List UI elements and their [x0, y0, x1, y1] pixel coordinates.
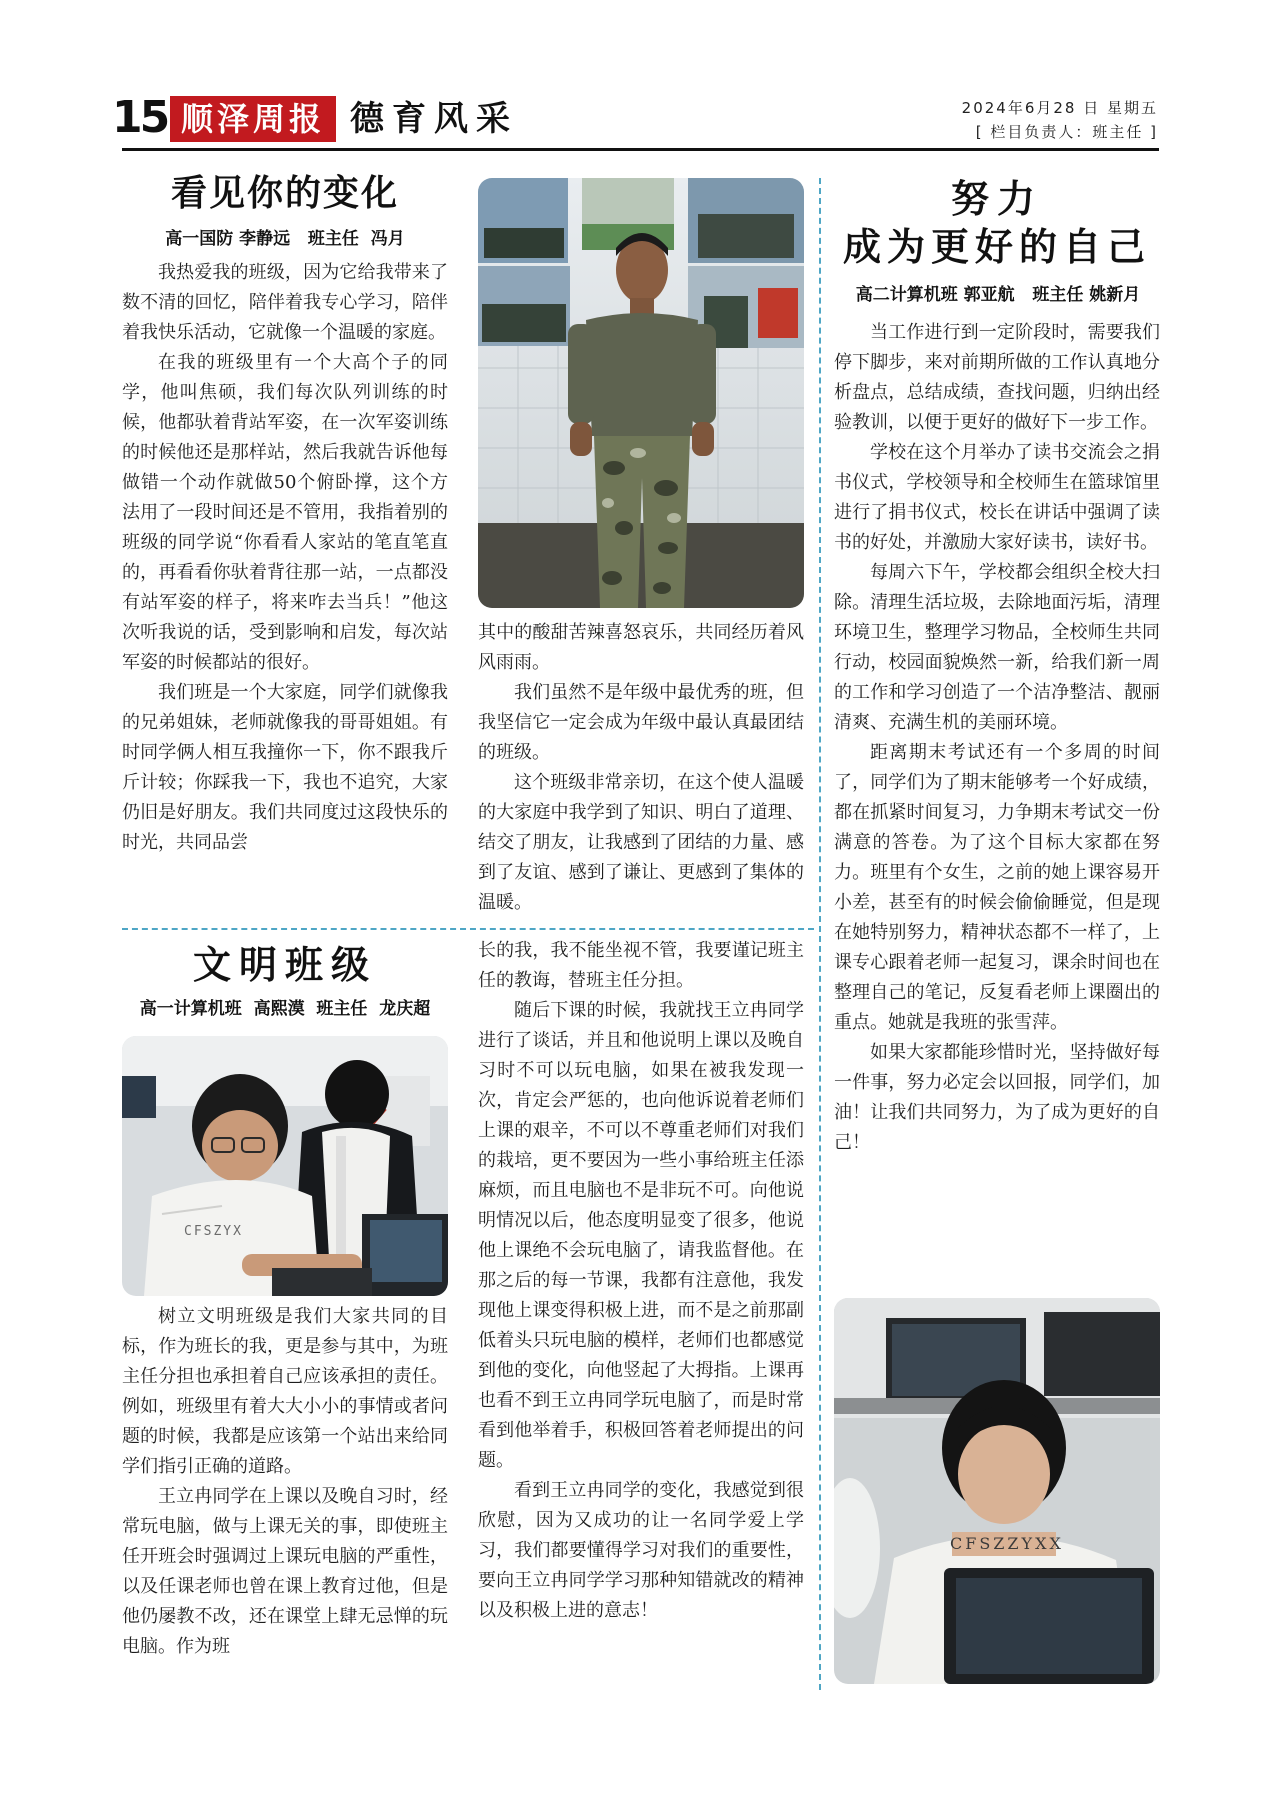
article1-paragraph: 我们班是一个大家庭，同学们就像我的兄弟姐妹，老师就像我的哥哥姐姐。有时同学俩人相互我撞你一下，你不跟我斤斤计较；你踩我一下，我也不追究，大家仍旧是好朋友。我们共同度过这段快乐的时光，共同品尝 — [122, 682, 448, 853]
article2-byline: 高一计算机班 高熙漠 班主任 龙庆超 — [139, 999, 431, 1019]
article1-paragraph: 这个班级非常亲切，在这个使人温暖的大家庭中我学到了知识、明白了道理、结交了朋友，让我感到了团结的力量、感到了友谊、感到了谦让、更感到了集体的温暖。 — [478, 772, 804, 913]
article1-photo-student-collage — [478, 178, 804, 608]
masthead-logo: 顺泽周报 — [170, 96, 336, 142]
article1-paragraph: 我们虽然不是年级中最优秀的班，但我坚信它一定会成为年级中最认真最团结的班级。 — [478, 682, 804, 763]
article3-paragraph: 距离期末考试还有一个多周的时间了，同学们为了期末能够考一个好成绩，都在抓紧时间复习，力争期末考试交一份满意的答卷。为了这个目标大家都在努力。班里有个女生，之前的她上课容易开小差，甚至有的时候会偷偷睡觉，但是现在她特别努力，精神状态都不一样了，上课专心跟着老师一起复习，课余时间也在整理自己的笔记，反复看老师上课圈出的重点。她就是我班的张雪萍。 — [834, 742, 1160, 1033]
article2-title: 文明班级 — [192, 943, 377, 987]
article3-paragraph: 每周六下午，学校都会组织全校大扫除。清理生活垃圾，去除地面污垢，清理环境卫生，整理学习物品，全校师生共同行动，校园面貌焕然一新，给我们新一周的工作和学习创造了一个洁净整洁、靓丽清爽、充满生机的美丽环境。 — [834, 562, 1160, 733]
article2-paragraph: 随后下课的时候，我就找王立冉同学进行了谈话，并且和他说明上课以及晚自习时不可以玩电脑，如果在被我发现一次，肯定会严惩的，也向他诉说着老师们上课的艰辛，不可以不尊重老师们对我们的栽培，更不要因为一些小事给班主任添麻烦，而且电脑也不是非玩不可。向他说明情况以后，他态度明显变了很多，他说他上课绝不会玩电脑了，请我监督他。在那之后的每一节课，我都有注意他，我发现他上课变得积极上进，而不是之前那副低着头只玩电脑的模样，老师们也都感觉到他的变化，向他竖起了大拇指。上课再也看不到王立冉同学玩电脑了，而是时常看到他举着手，积极回答着老师提出的问题。 — [478, 1000, 804, 1471]
article1-paragraph: 我热爱我的班级，因为它给我带来了数不清的回忆，陪伴着我专心学习，陪伴着我快乐活动，它就像一个温暖的家庭。 — [122, 262, 448, 343]
article1-title: 看见你的变化 — [170, 173, 399, 214]
article3-paragraph: 如果大家都能珍惜时光，坚持做好每一件事，努力必定会以回报，同学们，加油！让我们共同努力，为了成为更好的自己！ — [834, 1042, 1160, 1153]
article3-paragraph: 学校在这个月举办了读书交流会之捐书仪式，学校领导和全校师生在篮球馆里进行了捐书仪式，校长在讲话中强调了读书的好处，并激励大家好读书，读好书。 — [834, 442, 1160, 553]
article3-title-line1: 努力 — [950, 177, 1043, 221]
page-number: 15 — [112, 92, 168, 143]
article2-photo-computer-lab — [122, 1036, 448, 1296]
section-title: 德育风采 — [350, 99, 518, 139]
article2-paragraph: 看到王立冉同学的变化，我感觉到很欣慰，因为又成功的让一名同学爱上学习，我们都要懂得学习对我们的重要性，要向王立冉同学学习那种知错就改的精神以及积极上进的意志！ — [478, 1480, 804, 1621]
article2-column-1 — [122, 1302, 448, 1662]
column-divider-vertical — [819, 178, 821, 1690]
article3-byline: 高二计算机班 郭亚航 班主任 姚新月 — [855, 285, 1141, 305]
article2-paragraph: 树立文明班级是我们大家共同的目标，作为班长的我，更是参与其中，为班主任分担也承担着自己应该承担的责任。例如，班级里有着大大小小的事情或者问题的时候，我都是应该第一个站出来给同学们指引正确的道路。 — [122, 1306, 448, 1477]
article2-paragraph: 长的我，我不能坐视不管，我要谨记班主任的教诲，替班主任分担。 — [478, 940, 804, 991]
column-editor: [ 栏目负责人：班主任 ] — [975, 123, 1158, 141]
article3-column — [834, 318, 1160, 1158]
article1-column-2 — [478, 618, 804, 918]
article3-title-line2: 成为更好的自己 — [842, 225, 1151, 269]
article1-byline: 高一国防 李静远 班主任 冯月 — [165, 229, 405, 249]
issue-date: 2024年6月28 日 星期五 — [961, 99, 1158, 117]
article-divider-horizontal — [122, 928, 814, 930]
photo2-shirt-print: CFSZYX — [184, 1224, 243, 1239]
article2-paragraph: 王立冉同学在上课以及晚自习时，经常玩电脑，做与上课无关的事，即使班主任开班会时强调过上课玩电脑的严重性，以及任课老师也曾在课上教育过他，但是他仍屡教不改，还在课堂上肆无忌惮的玩电脑。作为班 — [122, 1486, 448, 1657]
photo3-shirt-print: CFSZZYXX — [950, 1534, 1064, 1553]
article3-photo-student-studying — [834, 1298, 1160, 1684]
article3-paragraph: 当工作进行到一定阶段时，需要我们停下脚步，来对前期所做的工作认真地分析盘点，总结成绩，查找问题，归纳出经验教训，以便于更好的做好下一步工作。 — [834, 322, 1160, 433]
article1-paragraph: 在我的班级里有一个大高个子的同学，他叫焦硕，我们每次队列训练的时候，他都驮着背站军姿，在一次军姿训练的时候他还是那样站，然后我就告诉他每做错一个动作就做50个俯卧撑，这个方法用了一段时间还是不管用，我指着别的班级的同学说“你看看人家站的笔直笔直的，再看看你驮着背往那一站，一点都没有站军姿的样子，将来咋去当兵！”他这次听我说的话，受到影响和启发，每次站军姿的时候都站的很好。 — [122, 352, 448, 673]
article1-column-1 — [122, 258, 448, 858]
header-rule — [122, 148, 1159, 151]
article1-paragraph: 其中的酸甜苦辣喜怒哀乐，共同经历着风风雨雨。 — [478, 622, 804, 673]
article2-column-2 — [478, 936, 804, 1626]
